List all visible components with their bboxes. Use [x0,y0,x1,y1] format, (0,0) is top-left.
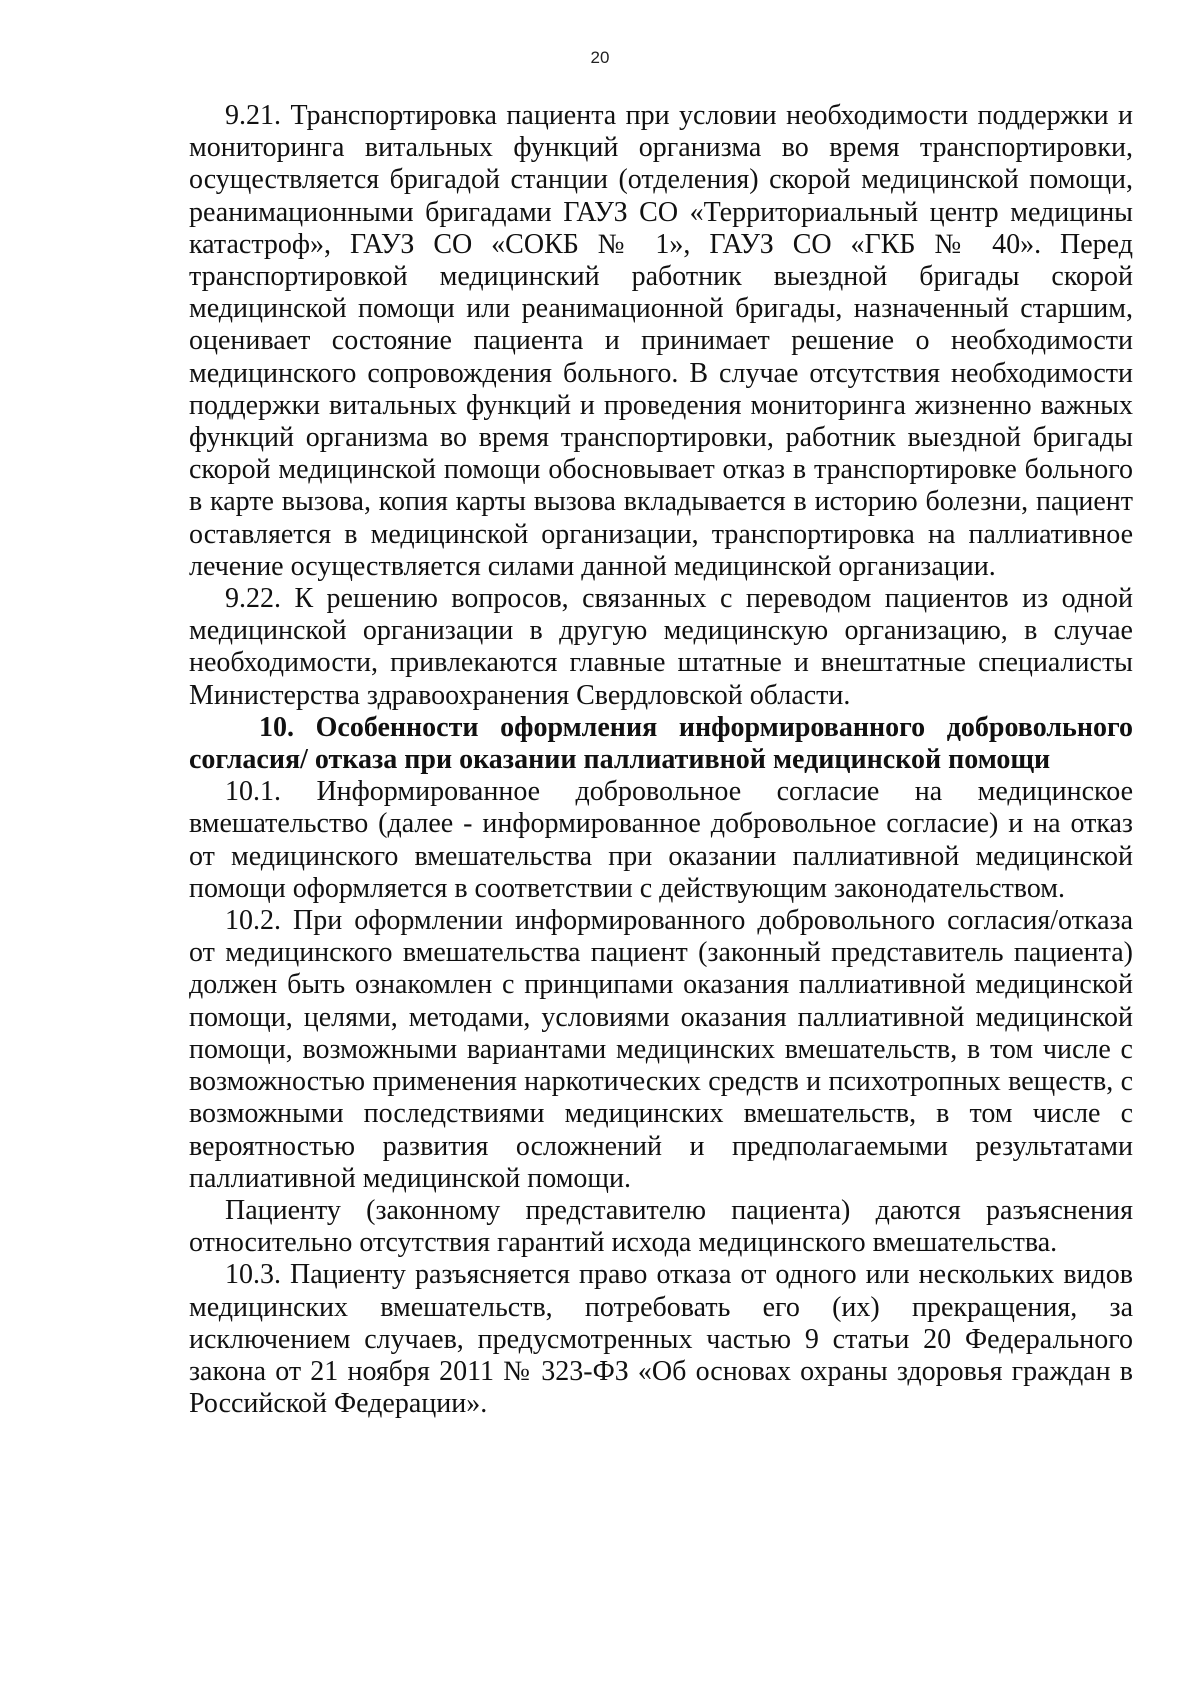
paragraph-10-3: 10.3. Пациенту разъясняется право отказа от одного или нескольких видов медицинских вмешательств, потребовать его (их) прекращения, за исключением случаев, предусмотренных частью 9 статьи 20 Федерального закона от 21 ноября 2011 № 323-ФЗ «Об основах охраны здоровья граждан в Российской Федерации». [189,1259,1133,1420]
paragraph-9-21: 9.21. Транспортировка пациента при условии необходимости поддержки и мониторинга витальных функций организма во время транспортировки, осуществляется бригадой станции (отделения) скорой медицинской помощи, реанимационными бригадами ГАУЗ СО «Территориальный центр медицины катастроф», ГАУЗ СО «СОКБ № 1», ГАУЗ СО «ГКБ № 40». Перед транспортировкой медицинский работник выездной бригады скорой медицинской помощи или реанимационной бригады, назначенный старшим, оценивает состояние пациента и принимает решение о необходимости медицинского сопровождения больного. В случае отсутствия необходимости поддержки витальных функций и проведения мониторинга жизненно важных функций организма во время транспортировки, работник выездной бригады скорой медицинской помощи обосновывает отказ в транспортировке больного в карте вызова, копия карты вызова вкладывается в историю болезни, пациент оставляется в медицинской организации, транспортировка на паллиативное лечение осуществляется силами данной медицинской организации. [189,100,1133,582]
document-body [189,100,1133,1420]
paragraph-10-2-explanation: Пациенту (законному представителю пациента) даются разъяснения относительно отсутствия гарантий исхода медицинского вмешательства. [189,1194,1133,1259]
paragraph-9-22: 9.22. К решению вопросов, связанных с переводом пациентов из одной медицинской организации в другую медицинскую организацию, в случае необходимости, привлекаются главные штатные и внештатные специалисты Министерства здравоохранения Свердловской области. [189,583,1133,711]
section-heading-10: 10. Особенности оформления информированного добровольного согласия/ отказа при оказании паллиативной медицинской помощи [189,711,1133,776]
paragraph-10-1: 10.1. Информированное добровольное согласие на медицинское вмешательство (далее - информированное добровольное согласие) и на отказ от медицинского вмешательства при оказании паллиативной медицинской помощи оформляется в соответствии с действующим законодательством. [189,776,1133,904]
page-number: 20 [590,48,610,67]
paragraph-10-2: 10.2. При оформлении информированного добровольного согласия/отказа от медицинского вмешательства пациент (законный представитель пациента) должен быть ознакомлен с принципами оказания паллиативной медицинской помощи, целями, методами, условиями оказания паллиативной медицинской помощи, возможными вариантами медицинских вмешательств, в том числе с возможностью применения наркотических средств и психотропных веществ, с возможными последствиями медицинских вмешательств, в том числе с вероятностью развития осложнений и предполагаемыми результатами паллиативной медицинской помощи. [189,905,1133,1194]
